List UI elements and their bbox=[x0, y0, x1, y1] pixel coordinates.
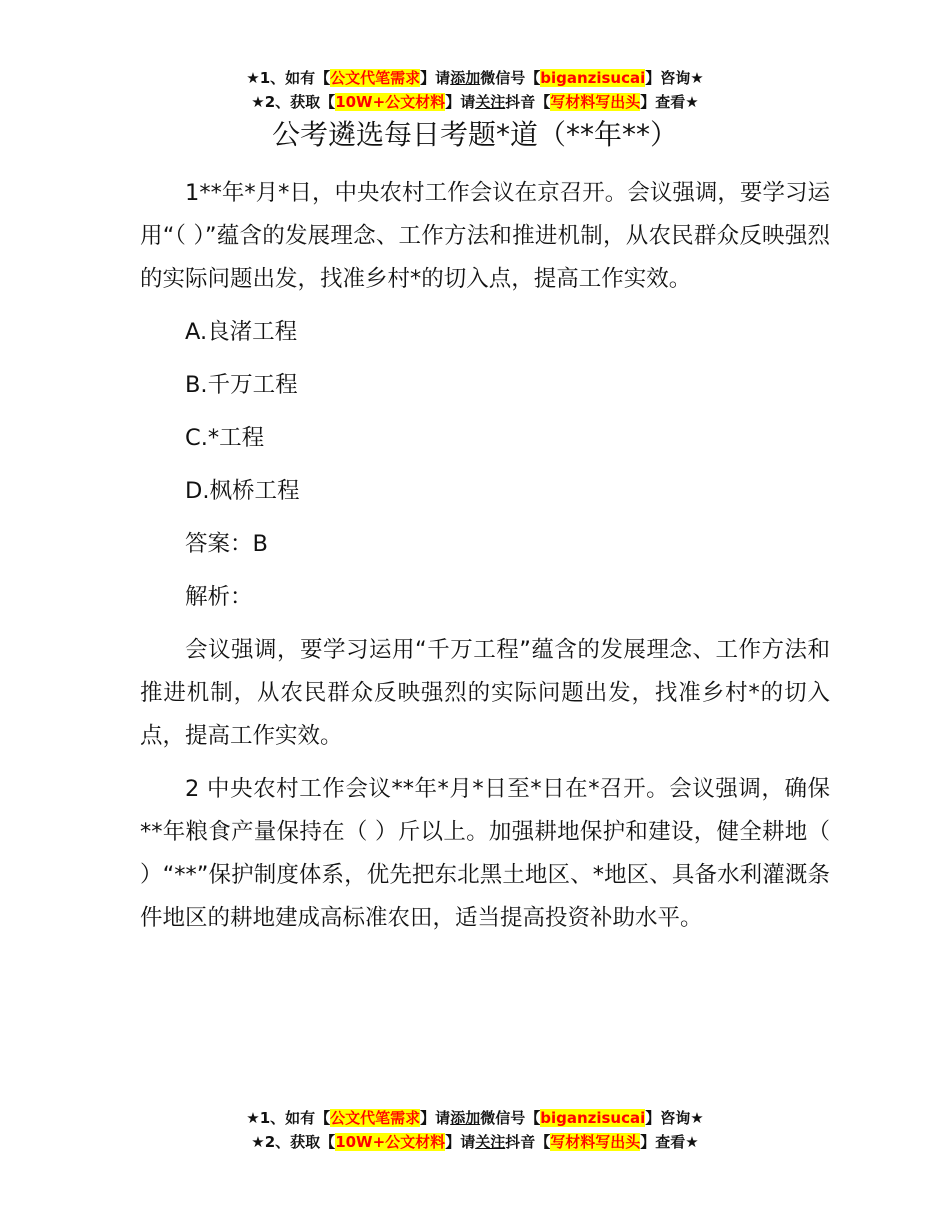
question-2-stem: 2 中央农村工作会议**年*月*日至*日在*召开。会议强调，确保**年粮食产量保持在（ ）斤以上。加强耕地保护和建设，健全耕地（ ）“**”保护制度体系，优先把东北黑土地区、*地区、具备水利灌溉条件地区的耕地建成高标准农田，适当提高投资补助水平。 bbox=[140, 776, 830, 931]
banner-highlight: 写材料写出头 bbox=[550, 93, 641, 111]
banner-highlight: 写材料写出头 bbox=[550, 1133, 641, 1151]
banner-highlight: 10W+公文材料 bbox=[335, 93, 446, 111]
banner-text: 微信号【 bbox=[480, 69, 541, 87]
option-b: B.千万工程 bbox=[185, 372, 298, 398]
analysis-text: 会议强调，要学习运用“千万工程”蕴含的发展理念、工作方法和推进机制，从农民群众反映强烈的实际问题出发，找准乡村*的切入点，提高工作实效。 bbox=[140, 637, 830, 749]
page-title: 公考遴选每日考题*道（**年**） bbox=[271, 118, 678, 151]
banner-text: 】请 bbox=[445, 93, 476, 111]
banner-text: 】查看★ bbox=[640, 93, 699, 111]
banner-highlight: 公文代笔需求 bbox=[330, 1109, 421, 1127]
banner-highlight: 公文代笔需求 bbox=[330, 69, 421, 87]
banner-underline: 关注 bbox=[475, 93, 506, 111]
banner-text: ★2、获取【 bbox=[251, 93, 336, 111]
banner-text: 】咨询★ bbox=[645, 1109, 704, 1127]
banner-highlight: 10W+公文材料 bbox=[335, 1133, 446, 1151]
banner-text: 抖音【 bbox=[505, 93, 551, 111]
banner-text: ★1、如有【 bbox=[246, 69, 331, 87]
header-banner bbox=[0, 66, 950, 114]
banner-text: 抖音【 bbox=[505, 1133, 551, 1151]
banner-text: 】咨询★ bbox=[645, 69, 704, 87]
banner-text: 】请 bbox=[420, 1109, 451, 1127]
banner-text: 微信号【 bbox=[480, 1109, 541, 1127]
banner-underline: 添加 bbox=[450, 1109, 481, 1127]
analysis-label: 解析： bbox=[185, 584, 253, 610]
banner-text: ★2、获取【 bbox=[251, 1133, 336, 1151]
banner-line-1 bbox=[0, 66, 950, 90]
answer: 答案：B bbox=[185, 531, 268, 557]
option-a: A.良渚工程 bbox=[185, 319, 298, 345]
banner-line-2 bbox=[0, 90, 950, 114]
question-1-stem: 1**年*月*日，中央农村工作会议在京召开。会议强调，要学习运用“（ ）”蕴含的发展理念、工作方法和推进机制，从农民群众反映强烈的实际问题出发，找准乡村*的切入点，提高工作实效。 bbox=[140, 180, 830, 292]
banner-text: 】请 bbox=[445, 1133, 476, 1151]
banner-underline: 添加 bbox=[450, 69, 481, 87]
banner-highlight: biganzisucai bbox=[540, 69, 646, 87]
banner-line-1 bbox=[0, 1106, 950, 1130]
banner-text: ★1、如有【 bbox=[246, 1109, 331, 1127]
banner-line-2 bbox=[0, 1130, 950, 1154]
banner-text: 】查看★ bbox=[640, 1133, 699, 1151]
banner-underline: 关注 bbox=[475, 1133, 506, 1151]
footer-banner bbox=[0, 1106, 950, 1154]
option-c: C.*工程 bbox=[185, 425, 265, 451]
option-d: D.枫桥工程 bbox=[185, 478, 300, 504]
banner-text: 】请 bbox=[420, 69, 451, 87]
document-body bbox=[140, 172, 830, 940]
banner-highlight: biganzisucai bbox=[540, 1109, 646, 1127]
